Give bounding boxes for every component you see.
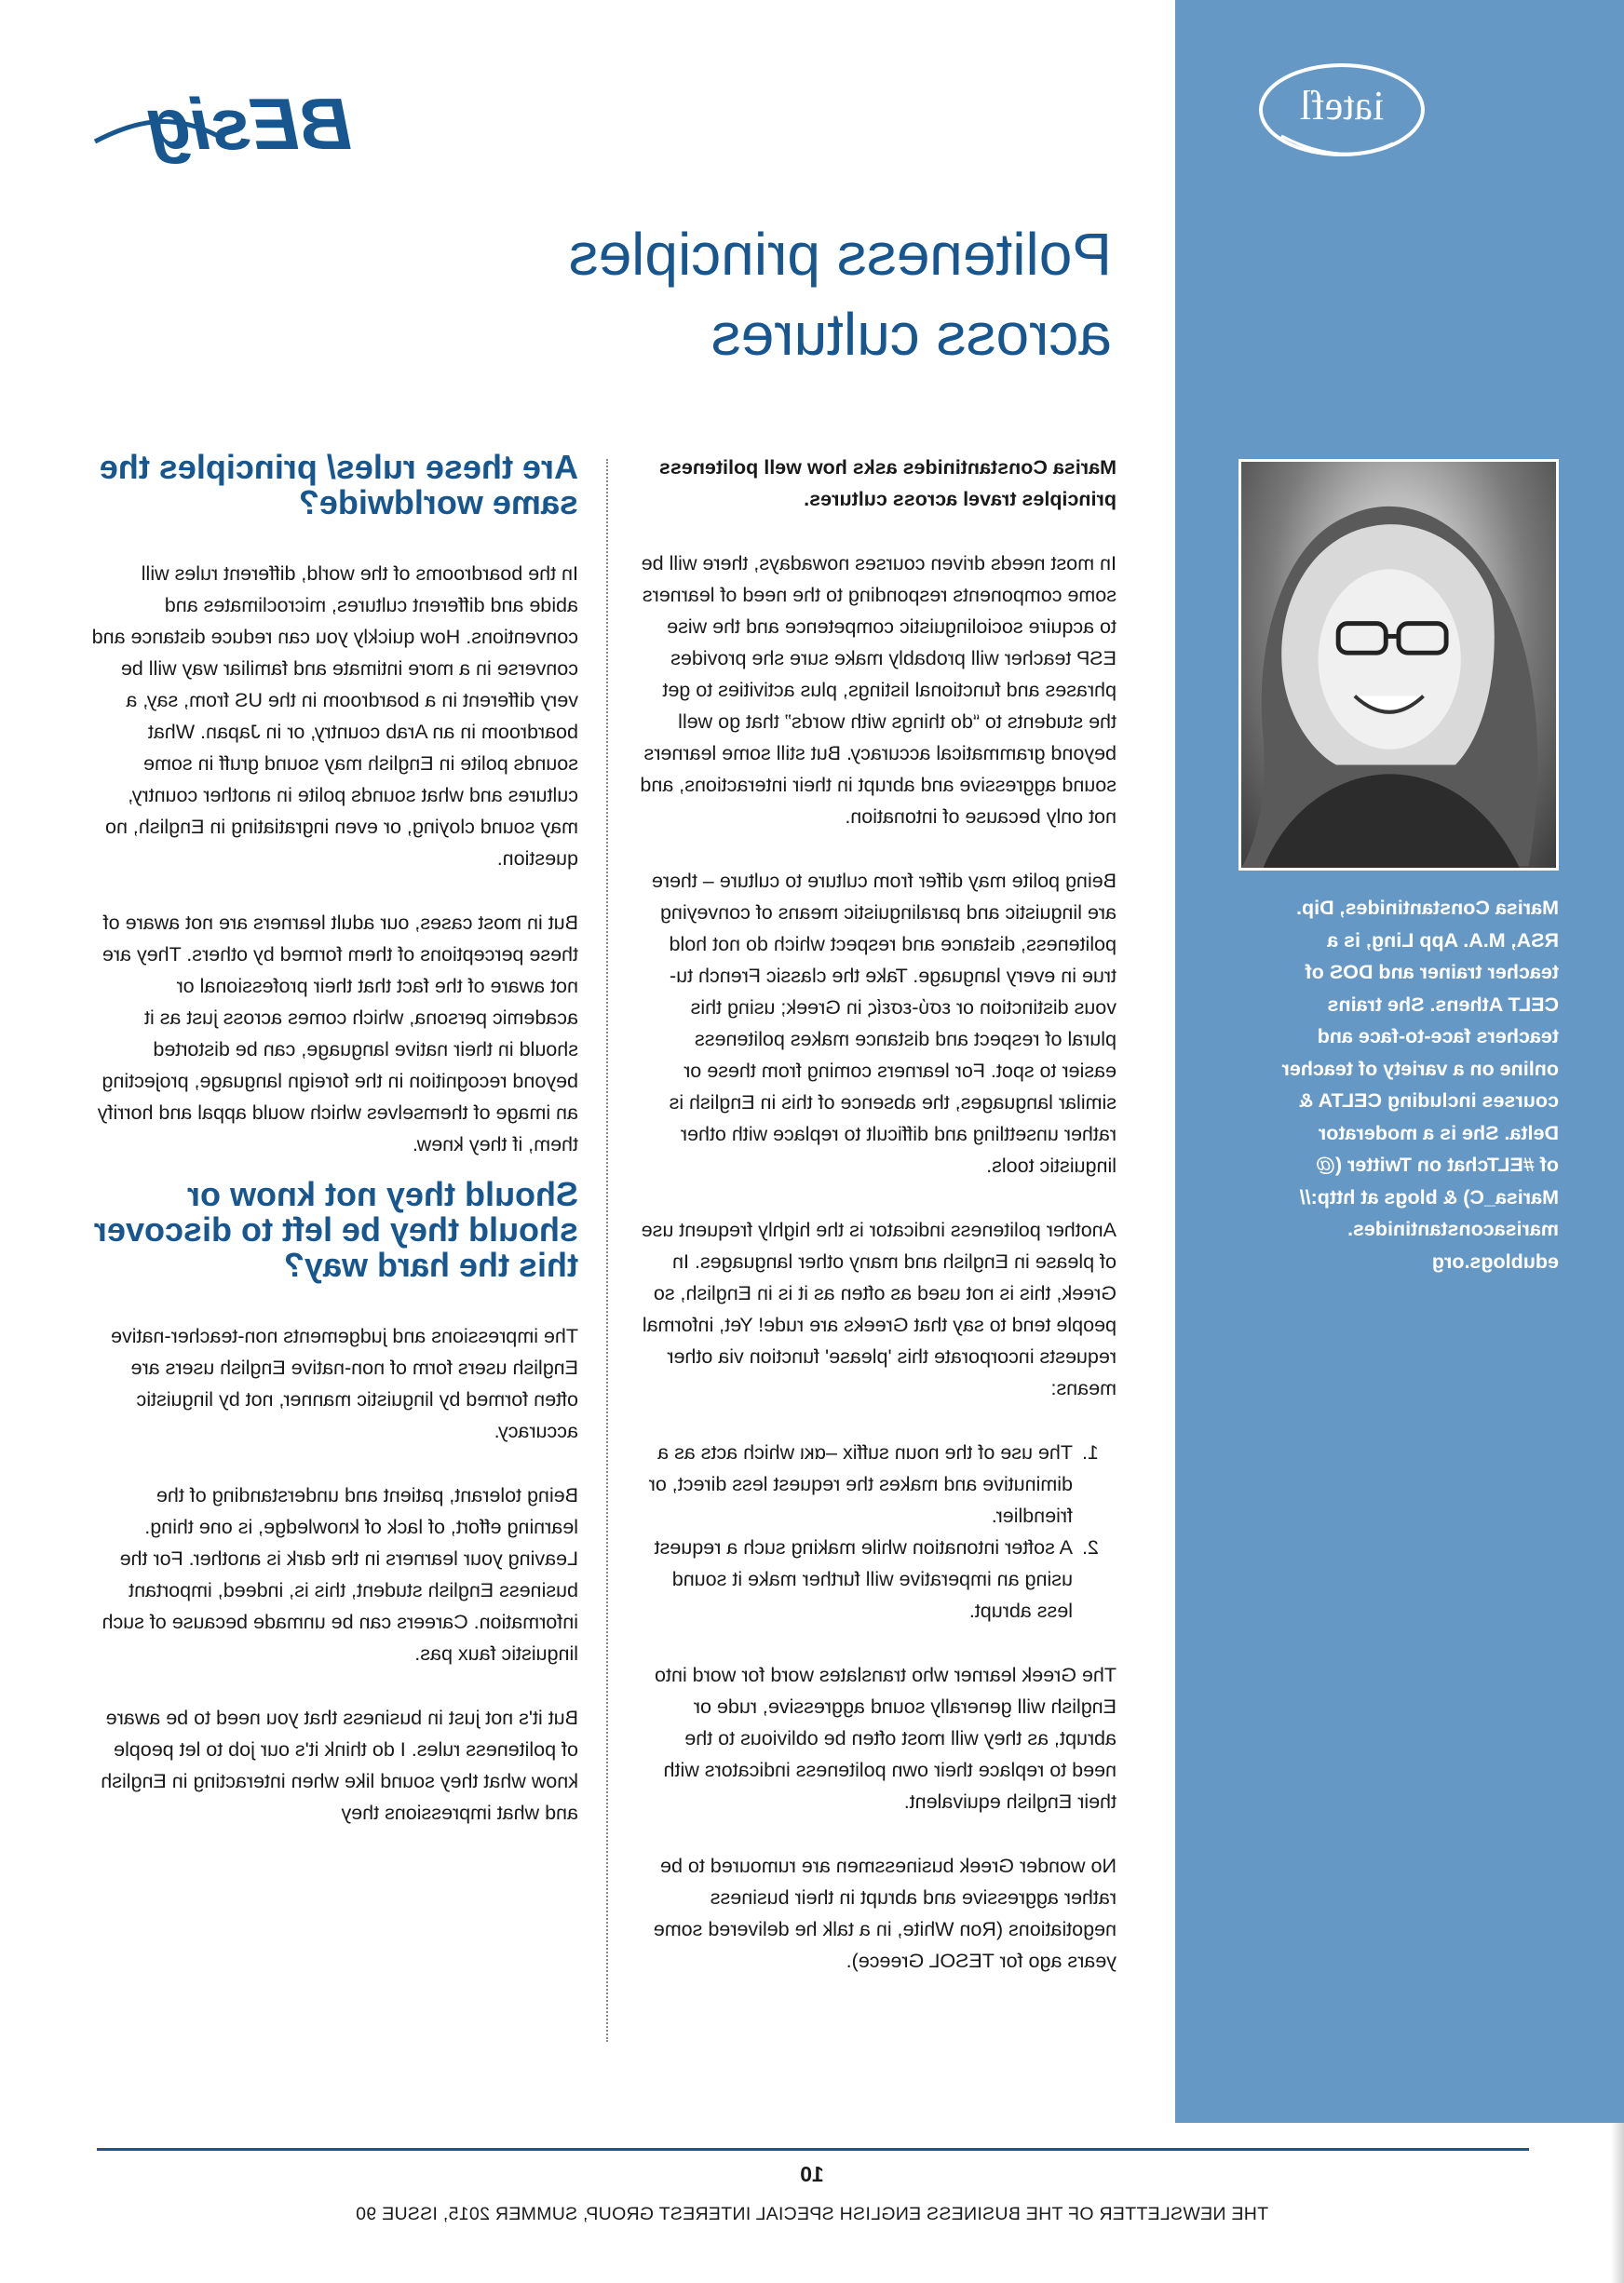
- paragraph: Being tolerant, patient and understanding of the learning effort, of lack of knowledge, is one thing. Leaving your learners in the dark is another. For the business English student, this is, indeed, important information. Careers can be unmade because of such linguistic faux pas.: [102, 1484, 578, 1665]
- footer-text: THE NEWSLETTER OF THE BUSINESS ENGLISH SPECIAL INTEREST GROUP, SUMMER 2015, ISSUE 90: [355, 2204, 1269, 2224]
- list-item: 1. The use of the noun suffix –ακι which acts as a diminutive and makes the request less direct, or friendlier.: [637, 1437, 1076, 1532]
- article-column-2: [89, 450, 578, 1861]
- numbered-list: [637, 1437, 1116, 1627]
- author-photo: [1238, 459, 1559, 871]
- paragraph: The impressions and judgements non-teacher-native English users form of non-native English users are often formed by linguistic manner, not by linguistic accuracy.: [111, 1325, 578, 1442]
- section-heading: Are these rules/ principles the same worldwide?: [99, 448, 578, 521]
- paragraph: The Greek learner who translates word for word into English will generally sound aggressive, rude or abrupt, as they will most often be oblivious to the need to replace their own politeness indicators with their English equivalent.: [655, 1664, 1116, 1813]
- article-column-1: [637, 452, 1116, 2009]
- column-divider: [606, 459, 608, 2042]
- paragraph: In the boardrooms of the world, different rules will abide and different cultures, microclimates and conventions. How quickly you can reduce distance and converse in a more intimate and familiar way will be very different in a boardroom in the US from, say, a boardroom in an Arab country, or in Japan. What sounds polite in English may sound gruff in some cultures and what sounds polite in another country, may sound cloying, or even ingratiating in English, no question.: [91, 562, 578, 870]
- article-title: Politeness principles across cultures: [568, 221, 1112, 368]
- author-bio: Marisa Constantinides, Dip. RSA, M.A. App Ling, is a teacher trainer and DOS of CELT Athens. She trains teachers face-to-face and online on a variety of teacher courses including CELTA & Delta. She is a moderator of #ELTchat on Twitter (@ Marisa_C) & blogs at http:// marisaconstantinides. edublogs.org: [1281, 897, 1559, 1273]
- paragraph: Another politeness indicator is the highly frequent use of please in English and many other languages. In Greek, this is not used as often as it is in English, so people tend to say that Greeks are rude! Yet, informal requests incorporate this 'please' function via other means:: [641, 1219, 1116, 1399]
- sidebar: [1175, 0, 1624, 2123]
- paragraph: But it's not just in business that you need to be aware of politeness rules. I do think it's our job to let people know what they sound like when interacting in English and what impressions they: [101, 1707, 578, 1824]
- logo-text: iatefl: [1299, 83, 1385, 128]
- footer-rule: [97, 2148, 1529, 2151]
- paragraph: Being polite may differ from culture to culture – there are linguistic and paralinguistic means of conveying politeness, distance and respect which do not hold true in every language. Take the classic French tu-vous distinction or εσύ-εσείς in Greek; using this plural of respect and distance makes politeness easier to spot. For learners coming from these or similar languages, the absence of this in English is rather unsettling and difficult to replace with other linguistic tools.: [651, 870, 1116, 1177]
- iatefl-logo: [1253, 58, 1430, 162]
- paragraph: In most needs driven courses nowadays, there will be some components responding to the need of learners to acquire sociolinguistic competence and the wise ESP teacher will probably make sure she provides phrases and functional listings, plus activities to get the students to “do things with words” that go well beyond grammatical accuracy. But still some learners sound aggressive and abrupt in their interactions, and not only because of intonation.: [640, 552, 1116, 828]
- page-number: 10: [800, 2162, 824, 2186]
- paragraph: No wonder Greek businessmen are rumoured to be rather aggressive and abrupt in their business negotiations (Ron White, in a talk he delivered some years ago for TESOL Greece).: [653, 1855, 1116, 1972]
- paragraph: But in most cases, our adult learners are not aware of these perceptions of them formed by others. They are not aware of the fact that their professional or academic persona, which comes across just as it should in their native language, can be distorted beyond recognition in the foreign language, projecting an image of themselves which would appal and horrify them, if they knew.: [97, 912, 578, 1155]
- besig-logo: [88, 84, 358, 166]
- brand-title: BEsig: [145, 84, 352, 165]
- section-heading: Should they not know or should they be left to discover this the hard way?: [93, 1175, 578, 1284]
- article-lead: Marisa Constantinides asks how well politeness principles travel across cultures.: [658, 456, 1116, 510]
- list-item: 2. A softer intonation while making such a request using an imperative will further make it sound less abrupt.: [637, 1532, 1076, 1627]
